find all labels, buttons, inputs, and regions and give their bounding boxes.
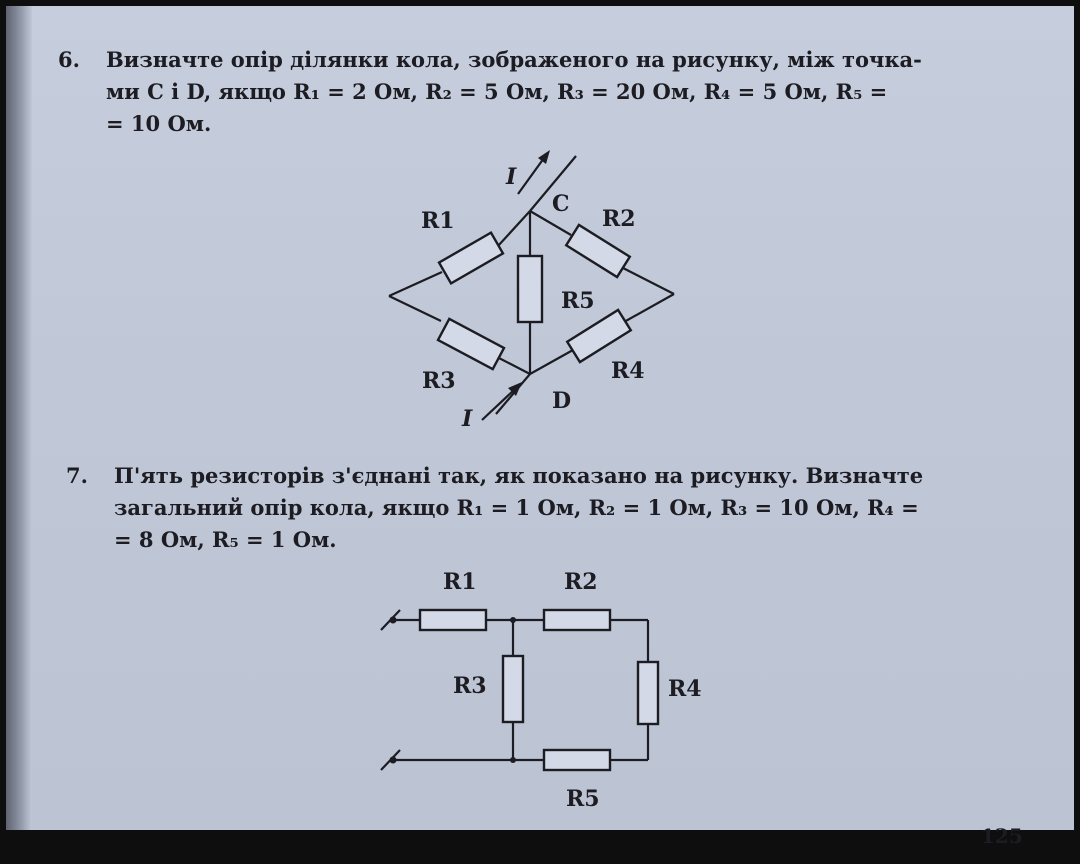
- textbook-page: [6, 6, 1074, 848]
- junction-top: [510, 617, 516, 623]
- problem-7-number: 7.: [66, 463, 88, 488]
- label-r5: R5: [561, 288, 595, 314]
- resistor-r2: [544, 610, 610, 630]
- problem-7-text-1: П'ять резисторів з'єднані так, як показано на рисунку. Визначте: [114, 463, 924, 488]
- label-r5: R5: [566, 786, 600, 812]
- label-current-bottom: I: [462, 406, 473, 432]
- label-r1: R1: [443, 569, 477, 595]
- label-r1: R1: [421, 208, 455, 234]
- label-current-top: I: [506, 164, 517, 190]
- problem-7-line-3: = 8 Ом, R₅ = 1 Ом.: [114, 527, 337, 552]
- ladder-circuit-diagram: [6, 6, 1074, 830]
- label-r2: R2: [564, 569, 598, 595]
- resistor-r4: [638, 662, 658, 724]
- label-r4: R4: [668, 676, 702, 702]
- problem-6-number: 6.: [58, 47, 80, 72]
- problem-7-line-2: загальний опір кола, якщо R₁ = 1 Ом, R₂ = 1 Ом, R₃ = 10 Ом, R₄ =: [114, 495, 919, 520]
- input-terminals: [381, 610, 400, 770]
- page-number: 125: [981, 824, 1023, 848]
- problem-6-line-3: = 10 Ом.: [106, 111, 212, 136]
- junction-bottom: [510, 757, 516, 763]
- resistor-r1: [420, 610, 486, 630]
- label-point-d: D: [552, 388, 572, 414]
- label-r2: R2: [602, 206, 636, 232]
- label-r4: R4: [611, 358, 645, 384]
- label-r3: R3: [453, 673, 487, 699]
- problem-6-line-2: ми C і D, якщо R₁ = 2 Ом, R₂ = 5 Ом, R₃ = 20 Ом, R₄ = 5 Ом, R₅ =: [106, 79, 888, 104]
- problem-6-text-1: Визначте опір ділянки кола, зображеного на рисунку, між точка-: [106, 47, 922, 72]
- label-point-c: C: [552, 191, 570, 217]
- resistor-r5: [544, 750, 610, 770]
- resistor-r3: [503, 656, 523, 722]
- label-r3: R3: [422, 368, 456, 394]
